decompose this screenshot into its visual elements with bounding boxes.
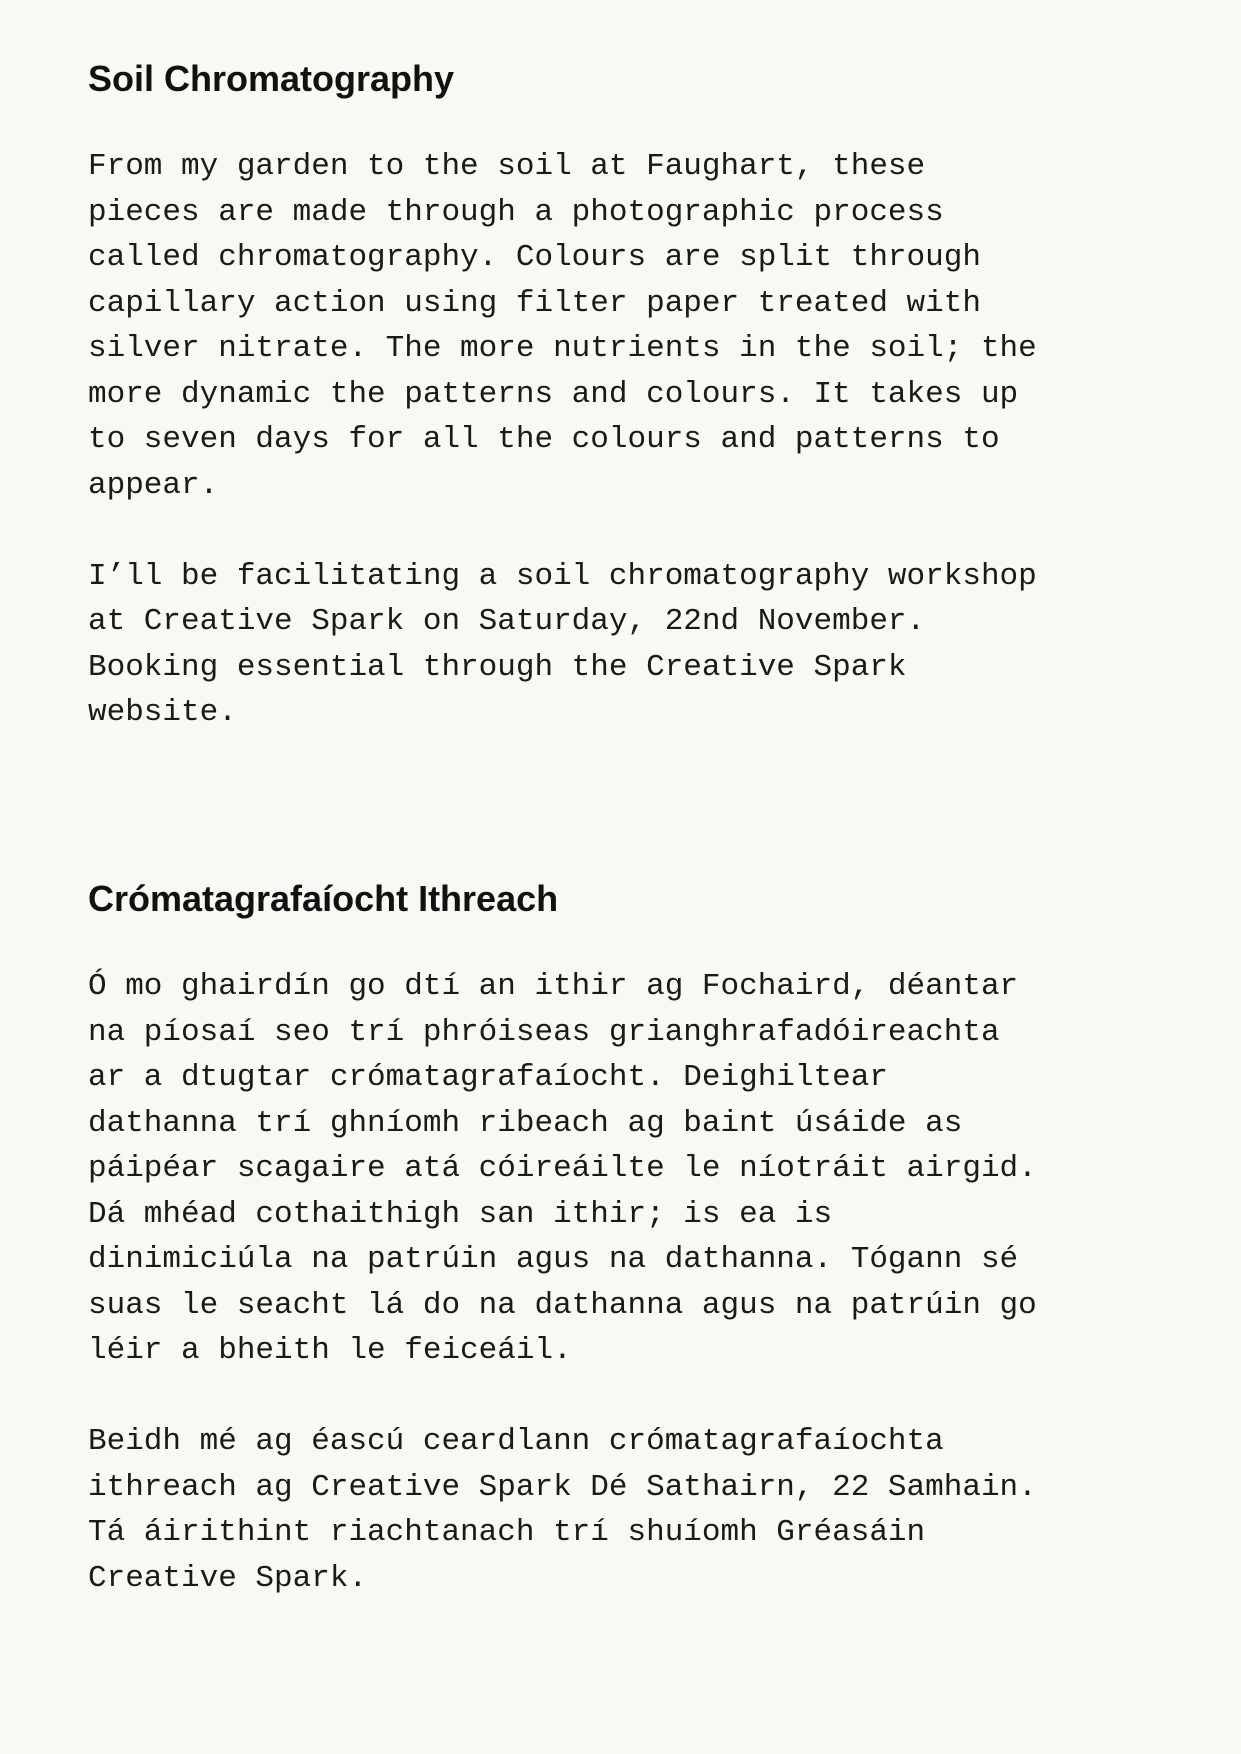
irish-paragraph-workshop: Beidh mé ag éascú ceardlann crómatagrafaíochta ithreach ag Creative Spark Dé Sathairn, 22 Samhain. Tá áirithint riachtanach trí shuíomh Gréasáin Creative Spark. xyxy=(88,1424,1037,1596)
english-paragraph-workshop: I’ll be facilitating a soil chromatography workshop at Creative Spark on Saturday, 22nd November. Booking essential through the Creative Spark website. xyxy=(88,558,1037,730)
english-title: Soil Chromatography xyxy=(88,58,455,99)
english-section xyxy=(88,54,1168,736)
irish-paragraph-process: Ó mo ghairdín go dtí an ithir ag Fochaird, déantar na píosaí seo trí phróiseas grianghrafadóireachta ar a dtugtar crómatagrafaíocht. Deighiltear dathanna trí ghníomh ribeach ag baint úsáide as páipéar scagaire atá cóireáilte le níotráit airgid. Dá mhéad cothaithigh san ithir; is ea is dinimiciúla na patrúin agus na dathanna. Tógann sé suas le seacht lá do na dathanna agus na patrúin go léir a bheith le feiceáil. xyxy=(88,969,1037,1368)
irish-section xyxy=(88,874,1168,1601)
english-paragraph-process: From my garden to the soil at Faughart, these pieces are made through a photographic process called chromatography. Colours are split through capillary action using filter paper treated with silver nitrate. The more nutrients in the soil; the more dynamic the patterns and colours. It takes up to seven days for all the colours and patterns to appear. xyxy=(88,149,1037,503)
irish-title: Crómatagrafaíocht Ithreach xyxy=(88,878,559,919)
